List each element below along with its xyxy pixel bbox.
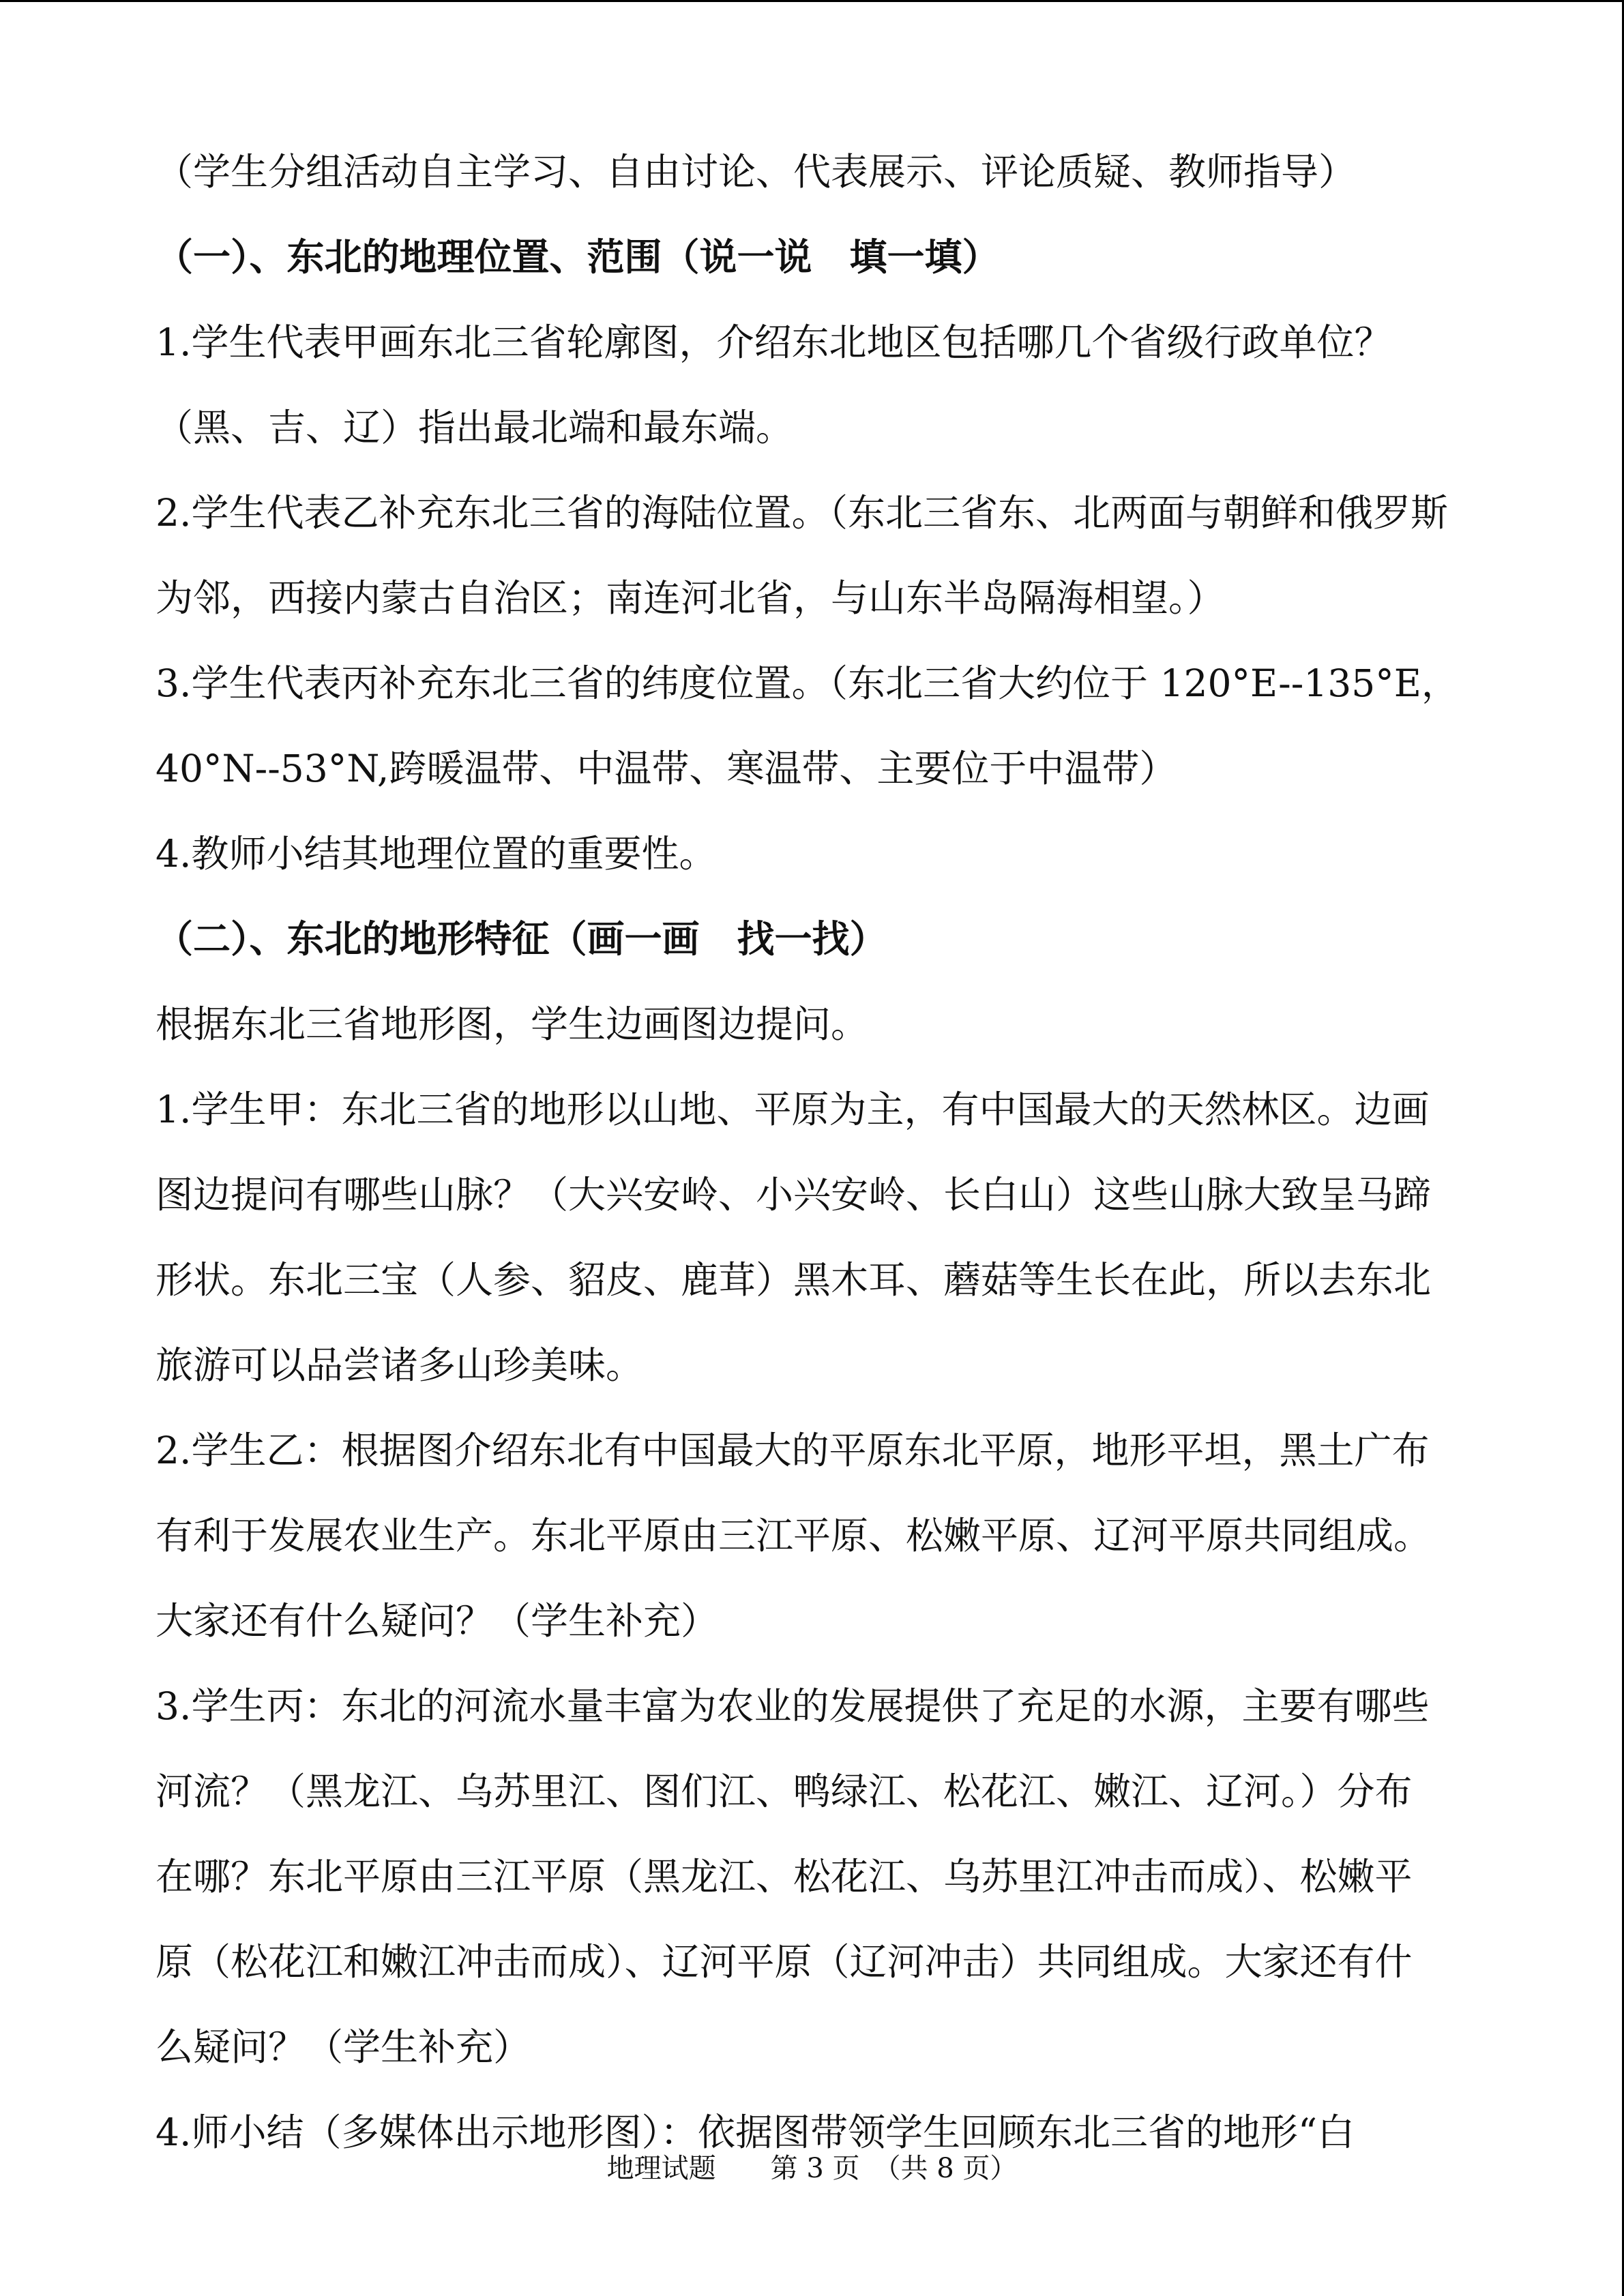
text-line: 原（松花江和嫩江冲击而成）、辽河平原（辽河冲击）共同组成。大家还有什 bbox=[156, 1940, 1413, 1984]
text-line: 图边提问有哪些山脉？（大兴安岭、小兴安岭、长白山）这些山脉大致呈马蹄 bbox=[156, 1173, 1432, 1217]
text-line: 1.学生甲：东北三省的地形以山地、平原为主，有中国最大的天然林区。边画 bbox=[156, 1088, 1430, 1131]
text-line: 有利于发展农业生产。东北平原由三江平原、松嫩平原、辽河平原共同组成。 bbox=[156, 1514, 1432, 1557]
text-line: 为邻，西接内蒙古自治区；南连河北省，与山东半岛隔海相望。） bbox=[156, 576, 1225, 620]
text-line: 4.师小结（多媒体出示地形图）：依据图带领学生回顾东北三省的地形“白 bbox=[156, 2111, 1355, 2154]
page-border-top bbox=[0, 0, 1624, 2]
text-line: 在哪？东北平原由三江平原（黑龙江、松花江、乌苏里江冲击而成）、松嫩平 bbox=[156, 1855, 1413, 1898]
section-heading: （二）、东北的地形特征（画一画 找一找） bbox=[156, 917, 887, 961]
text-line: 河流？（黑龙江、乌苏里江、图们江、鸭绿江、松花江、嫩江、辽河。）分布 bbox=[156, 1770, 1413, 1813]
text-line: 3.学生代表丙补充东北三省的纬度位置。（东北三省大约位于 120°E--135°E， bbox=[156, 661, 1459, 705]
text-line: 么疑问？（学生补充） bbox=[156, 2025, 531, 2069]
text-line: （黑、吉、辽）指出最北端和最东端。 bbox=[156, 406, 794, 449]
text-line: 40°N--53°N,跨暖温带、中温带、寒温带、主要位于中温带） bbox=[156, 747, 1177, 790]
text-line: （学生分组活动自主学习、自由讨论、代表展示、评论质疑、教师指导） bbox=[156, 150, 1357, 194]
text-line: 3.学生丙：东北的河流水量丰富为农业的发展提供了充足的水源，主要有哪些 bbox=[156, 1684, 1430, 1728]
text-line: 1.学生代表甲画东北三省轮廓图，介绍东北地区包括哪几个省级行政单位？ bbox=[156, 320, 1392, 364]
document-body bbox=[156, 130, 1475, 2175]
text-line: 大家还有什么疑问？（学生补充） bbox=[156, 1599, 719, 1643]
text-line: 形状。东北三宝（人参、貂皮、鹿茸）黑木耳、蘑菇等生长在此，所以去东北 bbox=[156, 1258, 1432, 1302]
text-line: 2.学生代表乙补充东北三省的海陆位置。（东北三省东、北两面与朝鲜和俄罗斯 bbox=[156, 491, 1448, 535]
text-line: 4.教师小结其地理位置的重要性。 bbox=[156, 832, 717, 876]
text-line: 2.学生乙：根据图介绍东北有中国最大的平原东北平原，地形平坦，黑土广布 bbox=[156, 1429, 1430, 1472]
text-line: 旅游可以品尝诸多山珍美味。 bbox=[156, 1343, 644, 1387]
section-heading: （一）、东北的地理位置、范围（说一说 填一填） bbox=[156, 235, 1000, 279]
page-footer: 地理试题 第 3 页 （共 8 页） bbox=[606, 2153, 1018, 2184]
text-line: 根据东北三省地形图，学生边画图边提问。 bbox=[156, 1002, 869, 1046]
